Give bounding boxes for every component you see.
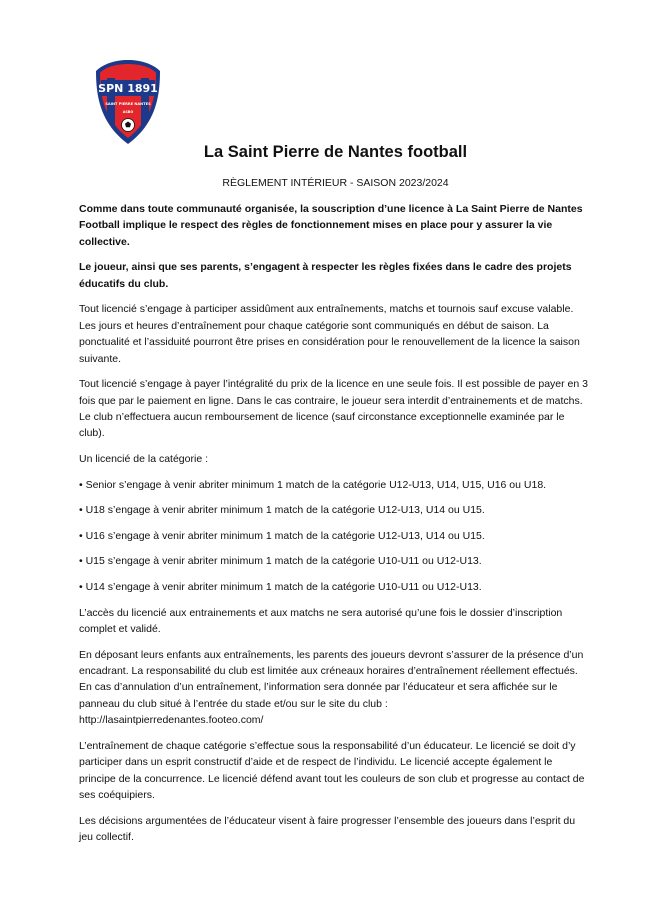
paragraph-category-intro: Un licencié de la catégorie : [79,453,208,466]
list-item: • U18 s’engage à venir abriter minimum 1 match de la catégorie U12-U13, U14 ou U15. [79,504,485,517]
club-crest-logo [93,58,163,146]
paragraph-parents [79,647,591,729]
list-item: • U15 s’engage à venir abriter minimum 1 match de la catégorie U10-U11 ou U12-U13. [79,555,482,568]
paragraph-payment: Tout licencié s’engage à payer l’intégralité du prix de la licence en une seule fois. Il est possible de payer en 3 fois que par le paiement en ligne. Dans le cas contraire, le joueur sera interdit d’entrainements et de matchs. Le club n’effectuera aucun remboursement de licence (sauf circonstance exceptionnelle examinée par le club). [79,378,588,440]
paragraph-decisions: Les décisions argumentées de l’éducateur visent à faire progresser l’ensemble des joueurs dans l’esprit du jeu collectif. [79,814,576,844]
club-website-url: http://lasaintpierredenantes.footeo.com/ [79,714,264,727]
list-item: • U16 s’engage à venir abriter minimum 1 match de la catégorie U12-U13, U14 ou U15. [79,529,485,542]
intro-paragraph-2: Le joueur, ainsi que ses parents, s’engagent à respecter les règles fixées dans le cadre des projets éducatifs du club. [79,261,572,290]
list-item: • U14 s’engage à venir abriter minimum 1 match de la catégorie U10-U11 ou U12-U13. [79,581,482,593]
crest-middle-text: SAINT PIERRE NANTES [105,102,151,106]
paragraph-parents-text: En déposant leurs enfants aux entraînements, les parents des joueurs devront s’assurer de la présence d’un encadrant. La responsabilité du club est limitée aux créneaux horaires d’entraînement réellement effectués. En cas d’annulation d’un entraînement, l’information sera donnée par l’éducateur et sera affichée sur le panneau du club situé à l’entrée du stade et/ou sur le site du club : [79,648,584,710]
paragraph-access: L’accès du licencié aux entrainements et aux matchs ne sera autorisé qu’une fois le dossier d’inscription complet et validé. [79,606,563,635]
crest-bottom-text: ASBO [122,110,134,114]
document-body [79,201,591,855]
paragraph-training: L’entraînement de chaque catégorie s’effectue sous la responsabilité d’un éducateur. Le licencié se doit d’y participer dans un esprit constructif d’aide et de respect de l’individu. Le licencié accepte également le principe de la concurrence. Le licencié défend avant tout les couleurs de son club et progresse au contact de ses coéquipiers. [79,739,585,802]
intro-paragraph-1: Comme dans toute communauté organisée, la souscription d’une licence à La Saint Pierre de Nantes Football implique le respect des règles de fonctionnement mises en place pour y assurer la vie collective. [79,203,583,248]
document-subtitle: RÈGLEMENT INTÉRIEUR - SAISON 2023/2024 [222,177,449,189]
document-title: La Saint Pierre de Nantes football [203,143,468,161]
paragraph-attendance: Tout licencié s’engage à participer assidûment aux entraînements, matchs et tournois sauf excuse valable. Les jours et heures d’entraînement pour chaque catégorie sont communiqués en début de saison. La ponctualité et l’assiduité pourront être prises en considération pour le renouvellement de la licence la saison suivante. [79,303,580,365]
crest-top-text: SPN 1891 [98,82,158,95]
list-item: • Senior s’engage à venir abriter minimum 1 match de la catégorie U12-U13, U14, U15, U16 ou U18. [79,478,547,491]
